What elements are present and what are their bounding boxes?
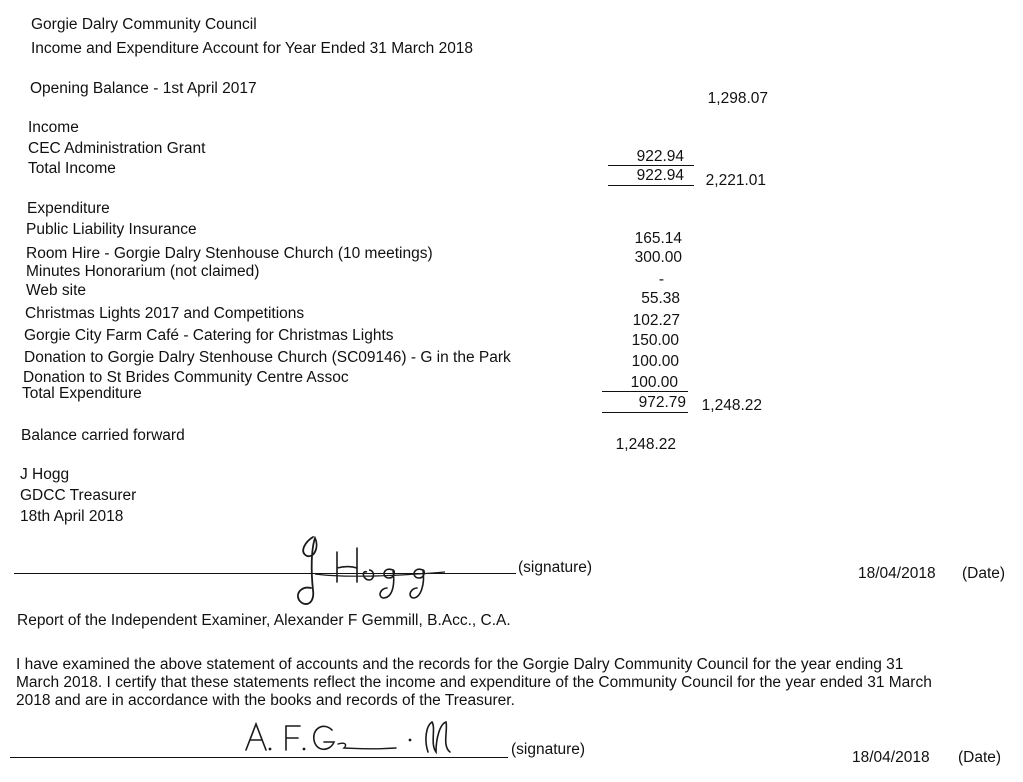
opening-balance-label: Opening Balance - 1st April 2017 bbox=[30, 80, 257, 97]
expenditure-item-label: Donation to St Brides Community Centre Assoc bbox=[23, 369, 349, 386]
expenditure-running-total: 1,248.22 bbox=[701, 397, 762, 414]
expenditure-item-label: Public Liability Insurance bbox=[26, 221, 197, 238]
expenditure-item-label: Donation to Gorgie Dalry Stenhouse Church (SC09146) - G in the Park bbox=[24, 349, 511, 366]
statement-title: Income and Expenditure Account for Year Ended 31 March 2018 bbox=[31, 40, 474, 57]
total-expenditure-amount: 972.79 bbox=[638, 394, 686, 411]
signature-date: 18/04/2018 bbox=[852, 749, 930, 766]
expenditure-item-amount: 150.00 bbox=[631, 332, 679, 349]
expenditure-item-amount: 100.00 bbox=[631, 353, 679, 370]
expenditure-item-label: Gorgie City Farm Café - Catering for Christmas Lights bbox=[24, 327, 394, 344]
signature-label: (signature) bbox=[518, 559, 593, 576]
date-label: (Date) bbox=[958, 749, 1002, 766]
expenditure-item-label: Minutes Honorarium (not claimed) bbox=[26, 263, 260, 280]
income-running-total: 2,221.01 bbox=[705, 172, 766, 189]
expenditure-item-label: Christmas Lights 2017 and Competitions bbox=[25, 305, 305, 322]
expenditure-item-amount: 100.00 bbox=[630, 374, 678, 391]
examiner-report-title: Report of the Independent Examiner, Alexander F Gemmill, B.Acc., C.A. bbox=[17, 612, 511, 629]
examiner-report-body: I have examined the above statement of accounts and the records for the Gorgie Dalry Community Council for the year ending 31 March 2018. I certify that these statements reflect the income and expenditure of the Community Council for the year ended 31 March 2018 and are in accordance with the books and records of the Treasurer. bbox=[16, 656, 932, 709]
total-expenditure-label: Total Expenditure bbox=[22, 385, 142, 402]
income-item-amount: 922.94 bbox=[636, 148, 684, 165]
income-total-rule bbox=[608, 185, 694, 186]
expenditure-item-label: Web site bbox=[26, 282, 87, 299]
treasurer-signature-text: J Hogg bbox=[285, 519, 335, 536]
treasurer-role: GDCC Treasurer bbox=[20, 487, 137, 504]
expenditure-item-amount: 55.38 bbox=[641, 290, 680, 307]
organisation-name: Gorgie Dalry Community Council bbox=[31, 16, 257, 33]
signature-date: 18/04/2018 bbox=[858, 565, 936, 582]
total-income-label: Total Income bbox=[28, 160, 116, 177]
expenditure-item-amount: - bbox=[658, 271, 664, 288]
expenditure-item-label: Room Hire - Gorgie Dalry Stenhouse Church (10 meetings) bbox=[26, 245, 433, 262]
examiner-handwritten-signature bbox=[240, 705, 470, 768]
balance-label: Balance carried forward bbox=[21, 427, 185, 444]
opening-balance-amount: 1,298.07 bbox=[707, 90, 768, 107]
treasurer-date: 18th April 2018 bbox=[20, 508, 124, 525]
expenditure-heading: Expenditure bbox=[27, 200, 110, 217]
examiner-signature-text: A.F.G bbox=[240, 705, 279, 722]
expenditure-item-amount: 165.14 bbox=[634, 230, 682, 247]
date-label: (Date) bbox=[962, 565, 1006, 582]
expenditure-item-amount: 102.27 bbox=[632, 312, 680, 329]
expenditure-subtotal-rule bbox=[602, 391, 688, 392]
treasurer-handwritten-signature bbox=[285, 519, 460, 610]
income-item-label: CEC Administration Grant bbox=[28, 140, 206, 157]
expenditure-item-amount: 300.00 bbox=[634, 249, 682, 266]
income-heading: Income bbox=[28, 119, 79, 136]
balance-amount: 1,248.22 bbox=[615, 436, 676, 453]
signature-label: (signature) bbox=[511, 741, 586, 758]
income-subtotal-rule bbox=[608, 165, 694, 166]
expenditure-total-rule bbox=[602, 412, 688, 413]
treasurer-name: J Hogg bbox=[20, 466, 70, 483]
total-income-amount: 922.94 bbox=[636, 167, 684, 184]
